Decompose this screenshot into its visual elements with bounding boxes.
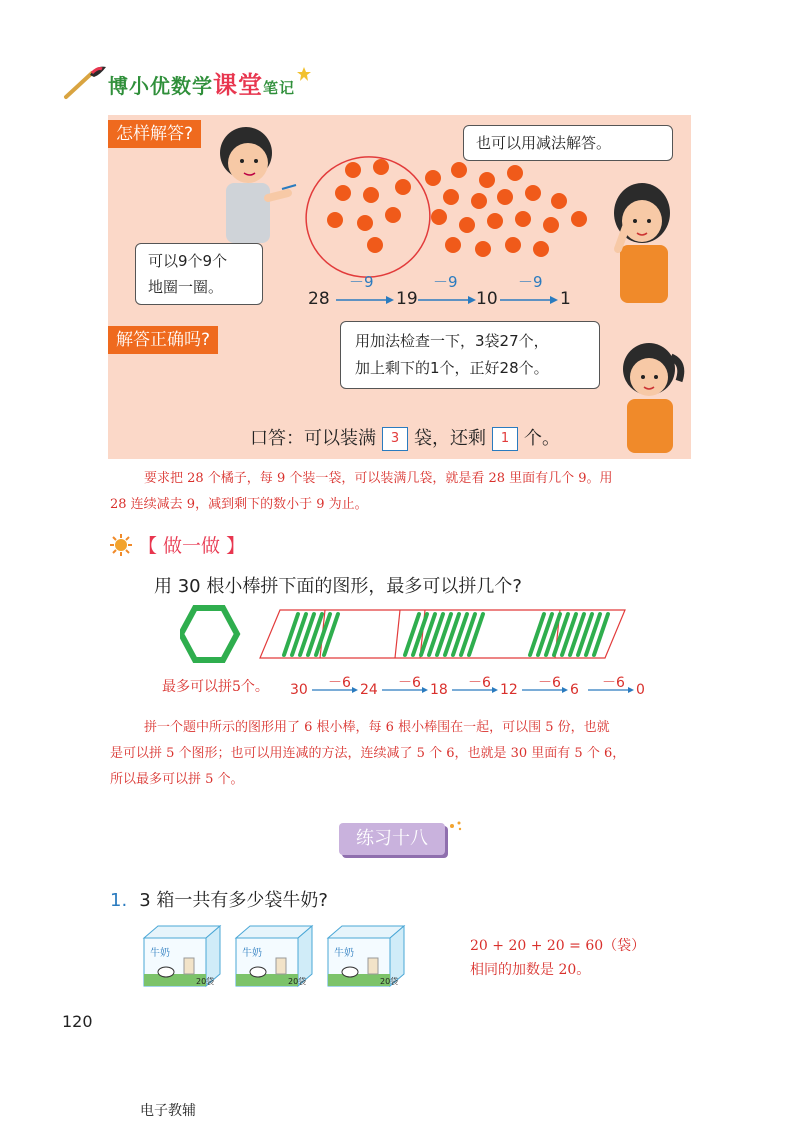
milk-box-label: 牛奶: [334, 948, 354, 959]
milk-box-count: 20袋: [196, 977, 215, 986]
milk-answer-note: [470, 934, 645, 982]
milk-note-line-2: 相同的加数是 20。: [470, 962, 591, 978]
girl-speech-bubble-top: 也可以用减法解答。: [463, 125, 673, 161]
explanation-note-2: [110, 715, 700, 793]
question-number: 1.: [110, 890, 128, 911]
answer-middle: 袋，还剩: [414, 428, 486, 449]
answer-suffix: 个。: [524, 428, 560, 449]
answer-remainder-box: 1: [492, 427, 518, 451]
question-text: 3 箱一共有多少袋牛奶?: [139, 890, 328, 911]
chain-number: 28: [308, 289, 330, 309]
practice-question: 用 30 根小棒拼下面的图形，最多可以拼几个?: [154, 576, 522, 597]
note-2-line-3: 所以最多可以拼 5 个。: [110, 772, 244, 787]
brand-part-1: 博小优数学: [108, 73, 213, 98]
chain-number: 24: [360, 682, 378, 698]
arrow-right-icon: [452, 686, 498, 694]
milk-boxes-illustration: [140, 924, 410, 988]
chain-number: 12: [500, 682, 518, 698]
chain-operator: －6: [328, 675, 351, 691]
chain-number: 10: [476, 289, 498, 309]
chain-number: 30: [290, 682, 308, 698]
answer-sentence: [250, 424, 560, 451]
check-answer-tag: 解答正确吗?: [108, 326, 218, 354]
chain-number: 19: [396, 289, 418, 309]
girl-illustration-top: [600, 177, 680, 307]
book-header: [62, 62, 311, 102]
chain-number: 18: [430, 682, 448, 698]
sun-icon: [110, 534, 132, 556]
milk-box-count: 20袋: [288, 977, 307, 986]
chain-number: 0: [636, 682, 645, 698]
boy-speech-bubble: [135, 243, 263, 305]
chain-operator: －6: [602, 675, 625, 691]
boy-speech-line-1: 可以9个9个: [148, 252, 228, 270]
brand-part-3: 笔记: [263, 78, 296, 97]
arrow-right-icon: [588, 686, 634, 694]
girl-speech-bubble-bottom: [340, 321, 600, 389]
practice-section-title: [110, 531, 245, 558]
chain-operator: －9: [433, 273, 458, 291]
boy-speech-line-2: 地圈一圈。: [148, 278, 224, 296]
girl-speech-line-2: 加上剩下的1个，正好28个。: [355, 359, 549, 377]
practice-title-text: 【 做一做 】: [138, 535, 246, 557]
arrow-right-icon: [522, 686, 568, 694]
note-1-line-2: 28 连续减去 9，减到剩下的数小于 9 为止。: [110, 497, 368, 512]
brand-title: [108, 65, 295, 100]
star-icon: [297, 67, 311, 81]
girl-illustration-bottom: [613, 337, 689, 455]
chain-number: 6: [570, 682, 579, 698]
practice-answer: 最多可以拼5个。: [162, 679, 269, 695]
arrow-right-icon: [312, 686, 358, 694]
arrow-right-icon: [336, 295, 394, 305]
chain-operator: －9: [349, 273, 374, 291]
chain-operator: －6: [468, 675, 491, 691]
arrow-right-icon: [382, 686, 428, 694]
milk-note-line-1: 20 + 20 + 20 = 60（袋）: [470, 938, 646, 954]
chain-number: 1: [560, 289, 571, 309]
answer-prefix: 口答：可以装满: [250, 428, 376, 449]
milk-box: [140, 924, 222, 988]
exercise-badge: 练习十八: [339, 823, 445, 855]
footer-label: 电子教辅: [140, 1103, 196, 1119]
milk-box-label: 牛奶: [150, 948, 170, 959]
note-2-line-2: 是可以拼 5 个图形；也可以用连减的方法，连续减了 5 个 6，也就是 30 里面有 5 个 6，: [110, 746, 626, 761]
milk-box: [232, 924, 314, 988]
brush-icon: [62, 63, 108, 101]
chain-operator: －9: [518, 273, 543, 291]
girl-speech-line-1: 用加法检查一下，3袋27个，: [355, 332, 549, 350]
milk-box-label: 牛奶: [242, 948, 262, 959]
milk-box: [324, 924, 406, 988]
note-1-line-1: 要求把 28 个橘子，每 9 个装一袋，可以装满几袋，就是看 28 里面有几个 9。用: [144, 471, 613, 486]
explanation-note-1: [110, 466, 700, 518]
answer-bags-box: 3: [382, 427, 408, 451]
note-2-line-1: 拼一个题中所示的图形用了 6 根小棒，每 6 根小棒围在一起，可以围 5 份，也就: [144, 720, 610, 735]
chain-operator: －6: [398, 675, 421, 691]
sparkle-icon: [448, 820, 464, 832]
page-number: 120: [62, 1012, 93, 1031]
milk-box-count: 20袋: [380, 977, 399, 986]
sticks-illustration: [180, 605, 630, 663]
how-to-solve-tag: 怎样解答?: [108, 120, 201, 148]
word-problem-panel: [108, 115, 691, 459]
practice-subtraction-chain: [290, 672, 660, 702]
arrow-right-icon: [418, 295, 476, 305]
arrow-right-icon: [500, 295, 558, 305]
chain-operator: －6: [538, 675, 561, 691]
boy-illustration: [208, 123, 300, 248]
exercise-question-1: [110, 886, 328, 912]
subtraction-chain: [308, 273, 571, 313]
brand-part-2: 课堂: [213, 70, 263, 99]
